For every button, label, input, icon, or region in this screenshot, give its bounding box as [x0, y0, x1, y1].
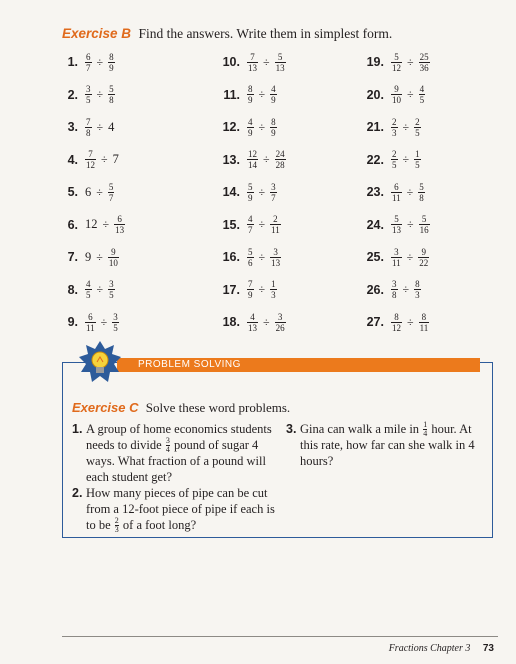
problem-number: 8.: [67, 282, 78, 297]
denominator: 12: [392, 62, 401, 73]
denominator: 14: [248, 160, 257, 170]
problem-number: 7.: [67, 250, 78, 264]
denominator: 3: [392, 127, 397, 138]
numerator: 3: [394, 246, 399, 257]
division-problem: [358, 177, 426, 207]
divide-sign: ÷: [96, 184, 103, 199]
problem-number: 15.: [222, 217, 240, 232]
numerator: 2: [392, 149, 397, 159]
numerator: 4: [271, 84, 276, 94]
denominator: 8: [392, 290, 397, 300]
fraction: [115, 517, 119, 534]
problem-number: 3.: [67, 120, 78, 134]
numerator: 3: [86, 84, 91, 94]
lightbulb-icon: [78, 340, 122, 384]
division-problem: [64, 145, 120, 175]
numerator: 5: [248, 246, 253, 257]
word-problem-number: 3.: [286, 422, 297, 436]
division-problem: [214, 242, 282, 272]
numerator: 6: [117, 214, 122, 224]
denominator: 11: [392, 192, 401, 203]
exercise-b-header: [62, 26, 392, 42]
denominator: 5: [109, 290, 114, 300]
fraction: [391, 247, 402, 268]
denominator: 11: [271, 225, 280, 235]
whole-number: 6: [85, 184, 92, 199]
text-run: hour. At: [428, 422, 472, 436]
numerator: 2: [114, 515, 119, 525]
fraction: [247, 149, 258, 170]
denominator: 7: [271, 192, 276, 203]
fraction: [419, 84, 426, 105]
denominator: 13: [248, 322, 257, 333]
numerator: 3: [109, 279, 114, 289]
fraction: [270, 182, 277, 203]
problem-number: 2.: [67, 87, 78, 102]
divide-sign: ÷: [263, 314, 270, 329]
word-problem-line: this rate, how far can she walk in 4: [300, 438, 475, 452]
numerator: 25: [419, 51, 429, 62]
problem-number: 21.: [366, 120, 384, 134]
fraction: [270, 214, 281, 235]
division-problem: [214, 210, 282, 240]
word-problem-line: How many pieces of pipe can be cut: [86, 486, 268, 500]
fraction: [414, 149, 421, 170]
text-run: Gina can walk a mile in: [300, 422, 423, 436]
numerator: 4: [419, 84, 425, 94]
fraction: [270, 84, 277, 105]
division-problem: [214, 275, 278, 305]
word-problem-line: A group of home economics students: [86, 422, 272, 436]
divide-sign: ÷: [263, 54, 270, 69]
fraction: [270, 117, 277, 138]
problem-number: 17.: [222, 282, 240, 297]
fraction: [247, 247, 254, 268]
numerator: 7: [250, 51, 255, 62]
denominator: 8: [86, 127, 91, 138]
denominator: 3: [114, 524, 119, 534]
division-problem: [64, 275, 116, 305]
denominator: 13: [248, 62, 257, 73]
denominator: 7: [248, 225, 253, 235]
numerator: 1: [423, 419, 428, 429]
word-problem-line: [86, 437, 272, 453]
divide-sign: ÷: [102, 217, 110, 231]
denominator: 10: [108, 257, 118, 268]
denominator: 4: [423, 428, 428, 438]
fraction: [166, 437, 170, 454]
divide-sign: ÷: [407, 54, 414, 69]
word-problem-line: from a 12-foot piece of pipe if each is: [86, 502, 275, 516]
denominator: 12: [86, 160, 95, 170]
text-run: of a foot long?: [119, 518, 197, 532]
fraction: [108, 182, 115, 203]
denominator: 6: [248, 257, 253, 268]
denominator: 8: [419, 192, 424, 203]
fraction: [247, 117, 254, 138]
exercise-c-instructions: Solve these word problems.: [145, 400, 291, 415]
denominator: 12: [392, 322, 401, 333]
divide-sign: ÷: [407, 87, 414, 101]
divide-sign: ÷: [402, 119, 410, 134]
denominator: 5: [86, 95, 91, 105]
fraction: [247, 312, 258, 333]
fraction: [270, 279, 277, 300]
exercise-b-instructions: Find the answers. Write them in simplest form.: [138, 26, 393, 41]
denominator: 9: [248, 290, 253, 300]
numerator: 3: [273, 246, 278, 257]
numerator: 2: [273, 214, 278, 224]
numerator: 1: [271, 279, 276, 289]
division-problem: [64, 112, 115, 142]
numerator: 8: [415, 279, 420, 289]
denominator: 11: [419, 322, 429, 333]
divide-sign: ÷: [406, 184, 414, 199]
divide-sign: ÷: [96, 87, 104, 101]
fraction: [247, 214, 254, 235]
divide-sign: ÷: [96, 54, 104, 69]
denominator: 10: [392, 95, 401, 105]
fraction: [391, 117, 398, 138]
fraction: [275, 312, 286, 333]
divide-sign: ÷: [402, 282, 410, 296]
division-problem: [214, 80, 278, 110]
fraction: [108, 247, 119, 268]
fraction: [108, 84, 115, 105]
numerator: 1: [415, 149, 420, 159]
numerator: 4: [86, 279, 91, 289]
problem-number: 14.: [222, 185, 240, 199]
word-problem-line: hours?: [300, 454, 334, 468]
word-problem-line: each student get?: [86, 470, 173, 484]
word-problem-line: [300, 421, 475, 437]
exercise-c-header: [72, 400, 290, 416]
fraction: [391, 52, 402, 73]
denominator: 9: [248, 95, 253, 105]
problem-number: 19.: [366, 55, 384, 69]
denominator: 5: [86, 290, 91, 300]
numerator: 4: [250, 311, 255, 322]
division-problem: [64, 47, 116, 77]
fraction: [418, 247, 429, 268]
numerator: 7: [88, 149, 93, 159]
denominator: 9: [248, 127, 253, 138]
problem-number: 27.: [366, 315, 384, 329]
numerator: 2: [415, 116, 420, 127]
numerator: 2: [392, 116, 397, 127]
exercise-c-label: Exercise C: [72, 400, 139, 415]
division-problem: [358, 307, 430, 337]
denominator: 13: [275, 62, 285, 73]
page-footer: [389, 643, 494, 654]
numerator: 5: [108, 181, 114, 192]
division-problem: [358, 275, 422, 305]
problem-number: 9.: [67, 315, 78, 329]
fraction: [391, 149, 398, 170]
numerator: 5: [277, 51, 283, 62]
fraction: [114, 214, 125, 235]
problem-number: 12.: [222, 120, 240, 134]
numerator: 3: [277, 311, 283, 322]
fraction: [247, 279, 254, 300]
divide-sign: ÷: [407, 314, 414, 329]
problem-number: 16.: [222, 250, 240, 264]
text-run: to be: [86, 518, 114, 532]
numerator: 6: [88, 311, 93, 322]
denominator: 5: [415, 127, 420, 138]
divide-sign: ÷: [101, 152, 108, 166]
fraction: [275, 52, 286, 73]
problem-number: 24.: [366, 217, 384, 232]
division-problem: [358, 210, 431, 240]
division-problem: [214, 112, 278, 142]
denominator: 9: [271, 95, 276, 105]
numerator: 5: [109, 84, 114, 94]
divide-sign: ÷: [258, 249, 266, 264]
fraction: [418, 182, 425, 203]
word-problem-number: 1.: [72, 422, 83, 436]
problem-number: 5.: [67, 185, 78, 199]
numerator: 3: [165, 435, 170, 445]
problem-number: 11.: [223, 87, 240, 102]
division-problem: [358, 145, 422, 175]
fraction: [391, 214, 402, 235]
text-run: needs to divide: [86, 438, 165, 452]
numerator: 8: [271, 116, 276, 127]
division-problem: [64, 177, 115, 207]
divide-sign: ÷: [258, 217, 266, 231]
problem-number: 18.: [222, 315, 240, 329]
divide-sign: ÷: [406, 249, 414, 264]
denominator: 4: [165, 444, 170, 454]
denominator: 5: [419, 95, 425, 105]
fraction: [391, 182, 402, 203]
fraction: [419, 214, 430, 235]
denominator: 8: [109, 95, 114, 105]
problem-number: 6.: [67, 217, 78, 232]
fraction: [108, 52, 115, 73]
divide-sign: ÷: [100, 314, 108, 329]
denominator: 5: [113, 322, 118, 333]
fraction: [85, 149, 96, 170]
numerator: 9: [394, 84, 399, 94]
denominator: 26: [275, 322, 285, 333]
denominator: 13: [392, 225, 401, 235]
divide-sign: ÷: [258, 119, 266, 134]
numerator: 3: [113, 311, 118, 322]
problem-number: 4.: [67, 152, 78, 167]
denominator: 7: [108, 192, 114, 203]
fraction: [85, 84, 92, 105]
word-problem-1: [72, 421, 282, 487]
numerator: 5: [248, 181, 253, 192]
denominator: 3: [271, 290, 276, 300]
word-problem-line: ways. What fraction of a pound will: [86, 454, 266, 468]
division-problem: [214, 145, 287, 175]
footer-chapter-text: Fractions Chapter 3: [388, 643, 471, 654]
fraction: [85, 312, 96, 333]
fraction: [85, 117, 92, 138]
denominator: 9: [109, 62, 114, 73]
numerator: 4: [248, 214, 253, 224]
denominator: 11: [392, 257, 401, 268]
denominator: 9: [271, 127, 276, 138]
denominator: 36: [419, 62, 429, 73]
divide-sign: ÷: [258, 282, 266, 296]
divide-sign: ÷: [96, 119, 104, 134]
fraction: [423, 421, 427, 438]
numerator: 3: [392, 279, 397, 289]
fraction: [419, 312, 430, 333]
denominator: 13: [115, 225, 125, 235]
denominator: 22: [419, 257, 429, 268]
divide-sign: ÷: [258, 87, 266, 101]
denominator: 5: [392, 160, 397, 170]
fraction: [419, 52, 430, 73]
division-problem: [358, 47, 431, 77]
denominator: 11: [86, 322, 95, 333]
fraction: [391, 279, 398, 300]
numerator: 7: [248, 279, 253, 289]
numerator: 6: [394, 181, 399, 192]
whole-number: 7: [112, 152, 119, 166]
division-problem: [214, 177, 278, 207]
numerator: 8: [248, 84, 253, 94]
exercise-b-label: Exercise B: [62, 26, 132, 41]
division-problem: [64, 307, 120, 337]
denominator: 16: [419, 225, 429, 235]
numerator: 8: [109, 51, 114, 62]
fraction: [414, 117, 421, 138]
word-problem-3: [286, 421, 486, 471]
fraction: [247, 182, 254, 203]
numerator: 8: [421, 311, 427, 322]
divide-sign: ÷: [263, 152, 270, 166]
problem-number: 25.: [366, 250, 384, 264]
numerator: 3: [271, 181, 276, 192]
problem-number: 1.: [67, 55, 78, 69]
numerator: 9: [421, 246, 427, 257]
numerator: 6: [86, 51, 91, 62]
fraction: [247, 52, 258, 73]
problem-number: 20.: [366, 87, 384, 102]
whole-number: 12: [85, 217, 98, 231]
word-problem-line: [86, 517, 275, 533]
fraction: [85, 279, 92, 300]
division-problem: [64, 80, 116, 110]
fraction: [108, 279, 115, 300]
denominator: 28: [275, 160, 285, 170]
divide-sign: ÷: [96, 282, 104, 296]
numerator: 12: [248, 149, 257, 159]
text-run: pound of sugar 4: [170, 438, 259, 452]
division-problem: [358, 112, 422, 142]
word-problem-2: [72, 485, 282, 535]
denominator: 9: [248, 192, 253, 203]
division-problem: [214, 307, 287, 337]
numerator: 24: [275, 149, 285, 159]
denominator: 7: [86, 62, 91, 73]
problem-solving-title: PROBLEM SOLVING: [138, 359, 241, 370]
fraction: [391, 84, 402, 105]
fraction: [247, 84, 254, 105]
numerator: 5: [421, 214, 427, 224]
problem-number: 23.: [366, 185, 384, 199]
fraction: [85, 52, 92, 73]
problem-number: 26.: [366, 282, 384, 297]
problem-number: 13.: [222, 152, 240, 167]
whole-number: 4: [108, 119, 115, 134]
denominator: 5: [415, 160, 420, 170]
division-problem: [358, 80, 426, 110]
fraction: [270, 247, 281, 268]
division-problem: [64, 210, 126, 240]
fraction: [414, 279, 421, 300]
fraction: [112, 312, 119, 333]
numerator: 8: [394, 311, 399, 322]
whole-number: 9: [85, 249, 92, 264]
numerator: 5: [394, 214, 399, 224]
division-problem: [214, 47, 287, 77]
denominator: 13: [271, 257, 281, 268]
division-problem: [358, 242, 430, 272]
fraction: [391, 312, 402, 333]
numerator: 7: [86, 116, 91, 127]
divide-sign: ÷: [402, 152, 410, 166]
word-problem-number: 2.: [72, 486, 83, 500]
numerator: 9: [111, 246, 116, 257]
footer-rule: [62, 636, 498, 637]
numerator: 4: [248, 116, 253, 127]
division-problem: [64, 242, 120, 272]
fraction: [275, 149, 286, 170]
problem-number: 22.: [366, 152, 384, 167]
divide-sign: ÷: [96, 249, 103, 264]
problem-number: 10.: [222, 55, 240, 69]
divide-sign: ÷: [407, 217, 414, 231]
denominator: 3: [415, 290, 420, 300]
numerator: 5: [394, 51, 399, 62]
page-number: 73: [482, 643, 494, 654]
numerator: 5: [419, 181, 424, 192]
divide-sign: ÷: [258, 184, 266, 199]
